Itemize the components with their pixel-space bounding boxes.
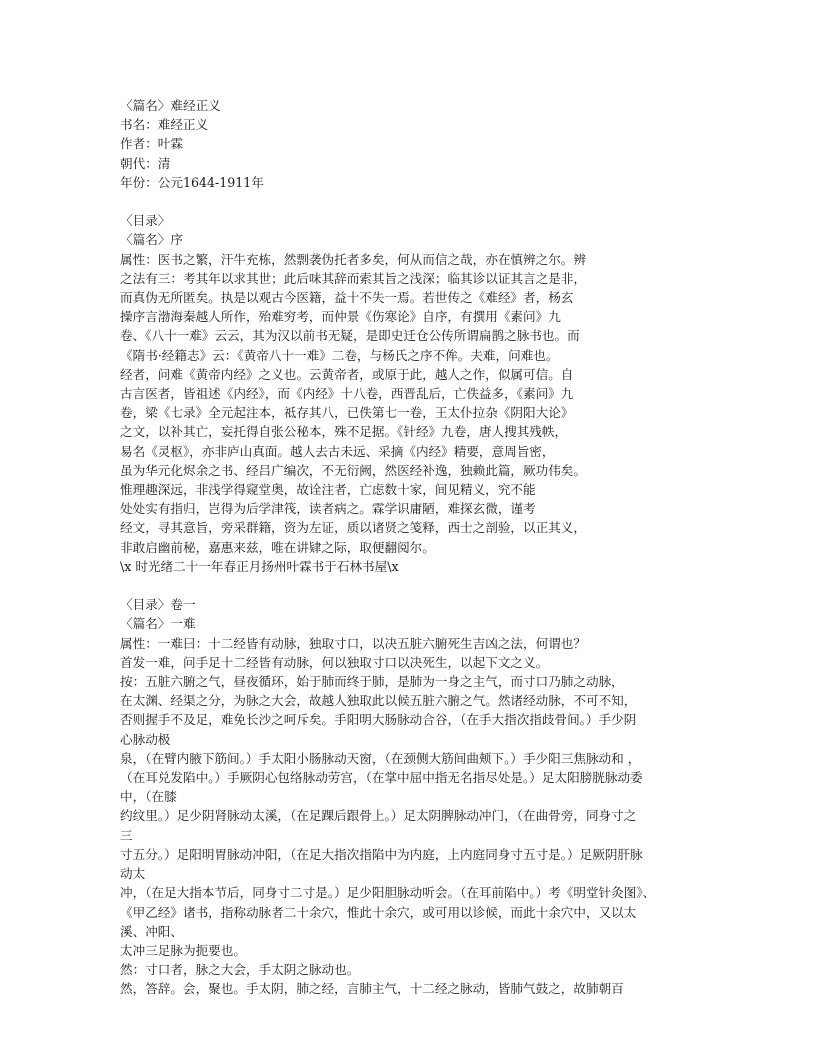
text-line: 泉，（在臂内腋下筋间。）手太阳小肠脉动天窗，（在颈侧大筋间曲颊下。）手少阳三焦脉动和 ， bbox=[120, 750, 641, 766]
text-line: \x 时光绪二十一年春正月扬州叶霖书于石林书屋\x bbox=[120, 558, 399, 574]
chapter1-text bbox=[120, 634, 700, 999]
header-title-line: 〈篇名〉难经正义 bbox=[120, 98, 221, 113]
text-line: 否则握手不及足，难免长沙之呵斥矣。手阳明大肠脉动合谷，（在手大指次指歧骨间。）手少阴 bbox=[120, 712, 637, 728]
text-line: 而真伪无所匿矣。执是以观古今医籍，益十不失一焉。若世传之《难经》者，杨玄 bbox=[120, 290, 574, 306]
text-line: 处处实有指归，岂得为后学津筏，读者病之。霖学识庸陋，难探玄微，谨考 bbox=[120, 501, 536, 517]
text-line: 然，答辞。会，聚也。手太阴，肺之经，言肺主气，十二经之脉动，皆肺气鼓之，故肺朝百 bbox=[120, 981, 624, 997]
text-line: 卷、《八十一难》云云，其为汉以前书无疑，是即史迁仓公传所谓扁鹊之脉书也。而 bbox=[120, 328, 580, 344]
text-line: 操序言渤海秦越人所作，殆难穷考，而仲景《伤寒论》自序，有撰用《素问》九 bbox=[120, 309, 561, 325]
blank-line bbox=[120, 576, 700, 595]
book-name-line: 书名：难经正义 bbox=[120, 117, 209, 133]
author-line: 作者：叶霖 bbox=[120, 136, 183, 152]
years-line: 年份：公元1644-1911年 bbox=[120, 174, 264, 190]
text-line: 按：五脏六腑之气，昼夜循环，始于肺而终于肺，是肺为一身之主气，而寸口乃肺之动脉， bbox=[120, 674, 624, 690]
text-line: 易名《灵枢》，亦非庐山真面。越人去古未远、采摘《内经》精要，意周旨密， bbox=[120, 443, 555, 459]
text-line: 古言医者，皆祖述《内经》，而《内经》十八卷，西晋乱后，亡佚益多，《素问》九 bbox=[120, 386, 574, 402]
blank-line bbox=[120, 192, 700, 211]
dynasty-line: 朝代：清 bbox=[120, 155, 171, 171]
preface-text bbox=[120, 250, 700, 576]
text-line: 卷，梁《七录》全元起注本，祗存其八，已佚第七一卷，王太仆拉杂《阴阳大论》 bbox=[120, 405, 574, 421]
text-line: 溪、冲阳、 bbox=[120, 923, 183, 939]
text-line: 《隋书·经籍志》云：《黄帝八十一难》二卷，与杨氏之序不侔。夫难，问难也。 bbox=[120, 347, 559, 363]
text-line: 三 bbox=[120, 827, 133, 843]
text-line: 中，（在膝 bbox=[120, 789, 177, 805]
text-line: 在太渊、经渠之分，为脉之大会，故越人独取此以候五脏六腑之气。然诸经动脉，不可不知， bbox=[120, 693, 637, 709]
text-line: 冲，（在足大指本节后，同身寸二寸是。）足少阳胆脉动听会。（在耳前陷中。）考《明堂针灸图》、 bbox=[120, 885, 656, 901]
preface-title-line: 〈篇名〉序 bbox=[120, 232, 183, 248]
text-line: 惟理趣深远，非浅学得窥堂奥，故诠注者，亡虑数十家，间见精义，究不能 bbox=[120, 482, 536, 498]
chapter1-toc-line: 〈目录〉卷一 bbox=[120, 597, 196, 613]
text-line: 寸五分。）足阳明胃脉动冲阳，（在足大指次指陷中为内庭，上内庭同身寸五寸是。）足厥阴肝脉 bbox=[120, 846, 643, 862]
text-line: 经者，问难《黄帝内经》之义也。云黄帝者，或原于此，越人之作，似属可信。自 bbox=[120, 366, 574, 382]
text-line: （在耳兑发陷中。）手厥阴心包络脉动劳宫，（在掌中屈中指无名指尽处是。）足太阳膀胱脉动委 bbox=[120, 770, 643, 786]
text-line: 然：寸口者，脉之大会，手太阴之脉动也。 bbox=[120, 962, 360, 978]
text-line: 之法有三：考其年以求其世；此后味其辞而索其旨之浅深；临其诊以证其言之是非， bbox=[120, 270, 586, 286]
text-line: 属性：一难曰：十二经皆有动脉，独取寸口，以决五脏六腑死生吉凶之法，何谓也？ bbox=[120, 635, 586, 651]
document-body bbox=[120, 96, 700, 999]
chapter1-title-line: 〈篇名〉一难 bbox=[120, 616, 196, 632]
text-line: 约纹里。）足少阴肾脉动太溪，（在足踝后跟骨上。）足太阴脾脉动冲门，（在曲骨旁，同身寸之 bbox=[120, 808, 637, 824]
text-line: 非敢启幽前秘，嘉惠来兹，唯在讲肄之际，取便翻阅尔。 bbox=[120, 539, 435, 555]
text-line: 之文，以补其亡，妄托得自张公秘本，殊不足据。《针经》九卷，唐人搜其残帙， bbox=[120, 424, 568, 440]
text-line: 虽为华元化烬余之书、经吕广编次，不无衍阙，然医经补逸，独赖此篇，厥功伟矣。 bbox=[120, 462, 586, 478]
text-line: 心脉动极 bbox=[120, 731, 171, 747]
text-line: 动太 bbox=[120, 866, 146, 882]
text-line: 首发一难，问手足十二经皆有动脉，何以独取寸口以决死生，以起下文之义。 bbox=[120, 654, 549, 670]
text-line: 属性：医书之繁，汗牛充栋，然剽袭伪托者多矣，何从而信之哉，亦在慎辨之尔。辨 bbox=[120, 251, 586, 267]
preface-toc-line: 〈目录〉 bbox=[120, 213, 171, 229]
text-line: 经文，寻其意旨，旁采群籍，资为左证，质以诸贤之笺释，西士之剖验，以正其义， bbox=[120, 520, 586, 536]
text-line: 太冲三足脉为扼要也。 bbox=[120, 942, 246, 958]
text-line: 《甲乙经》诸书，指称动脉者二十余穴，惟此十余穴，或可用以诊候，而此十余穴中，又以太 bbox=[120, 904, 637, 920]
